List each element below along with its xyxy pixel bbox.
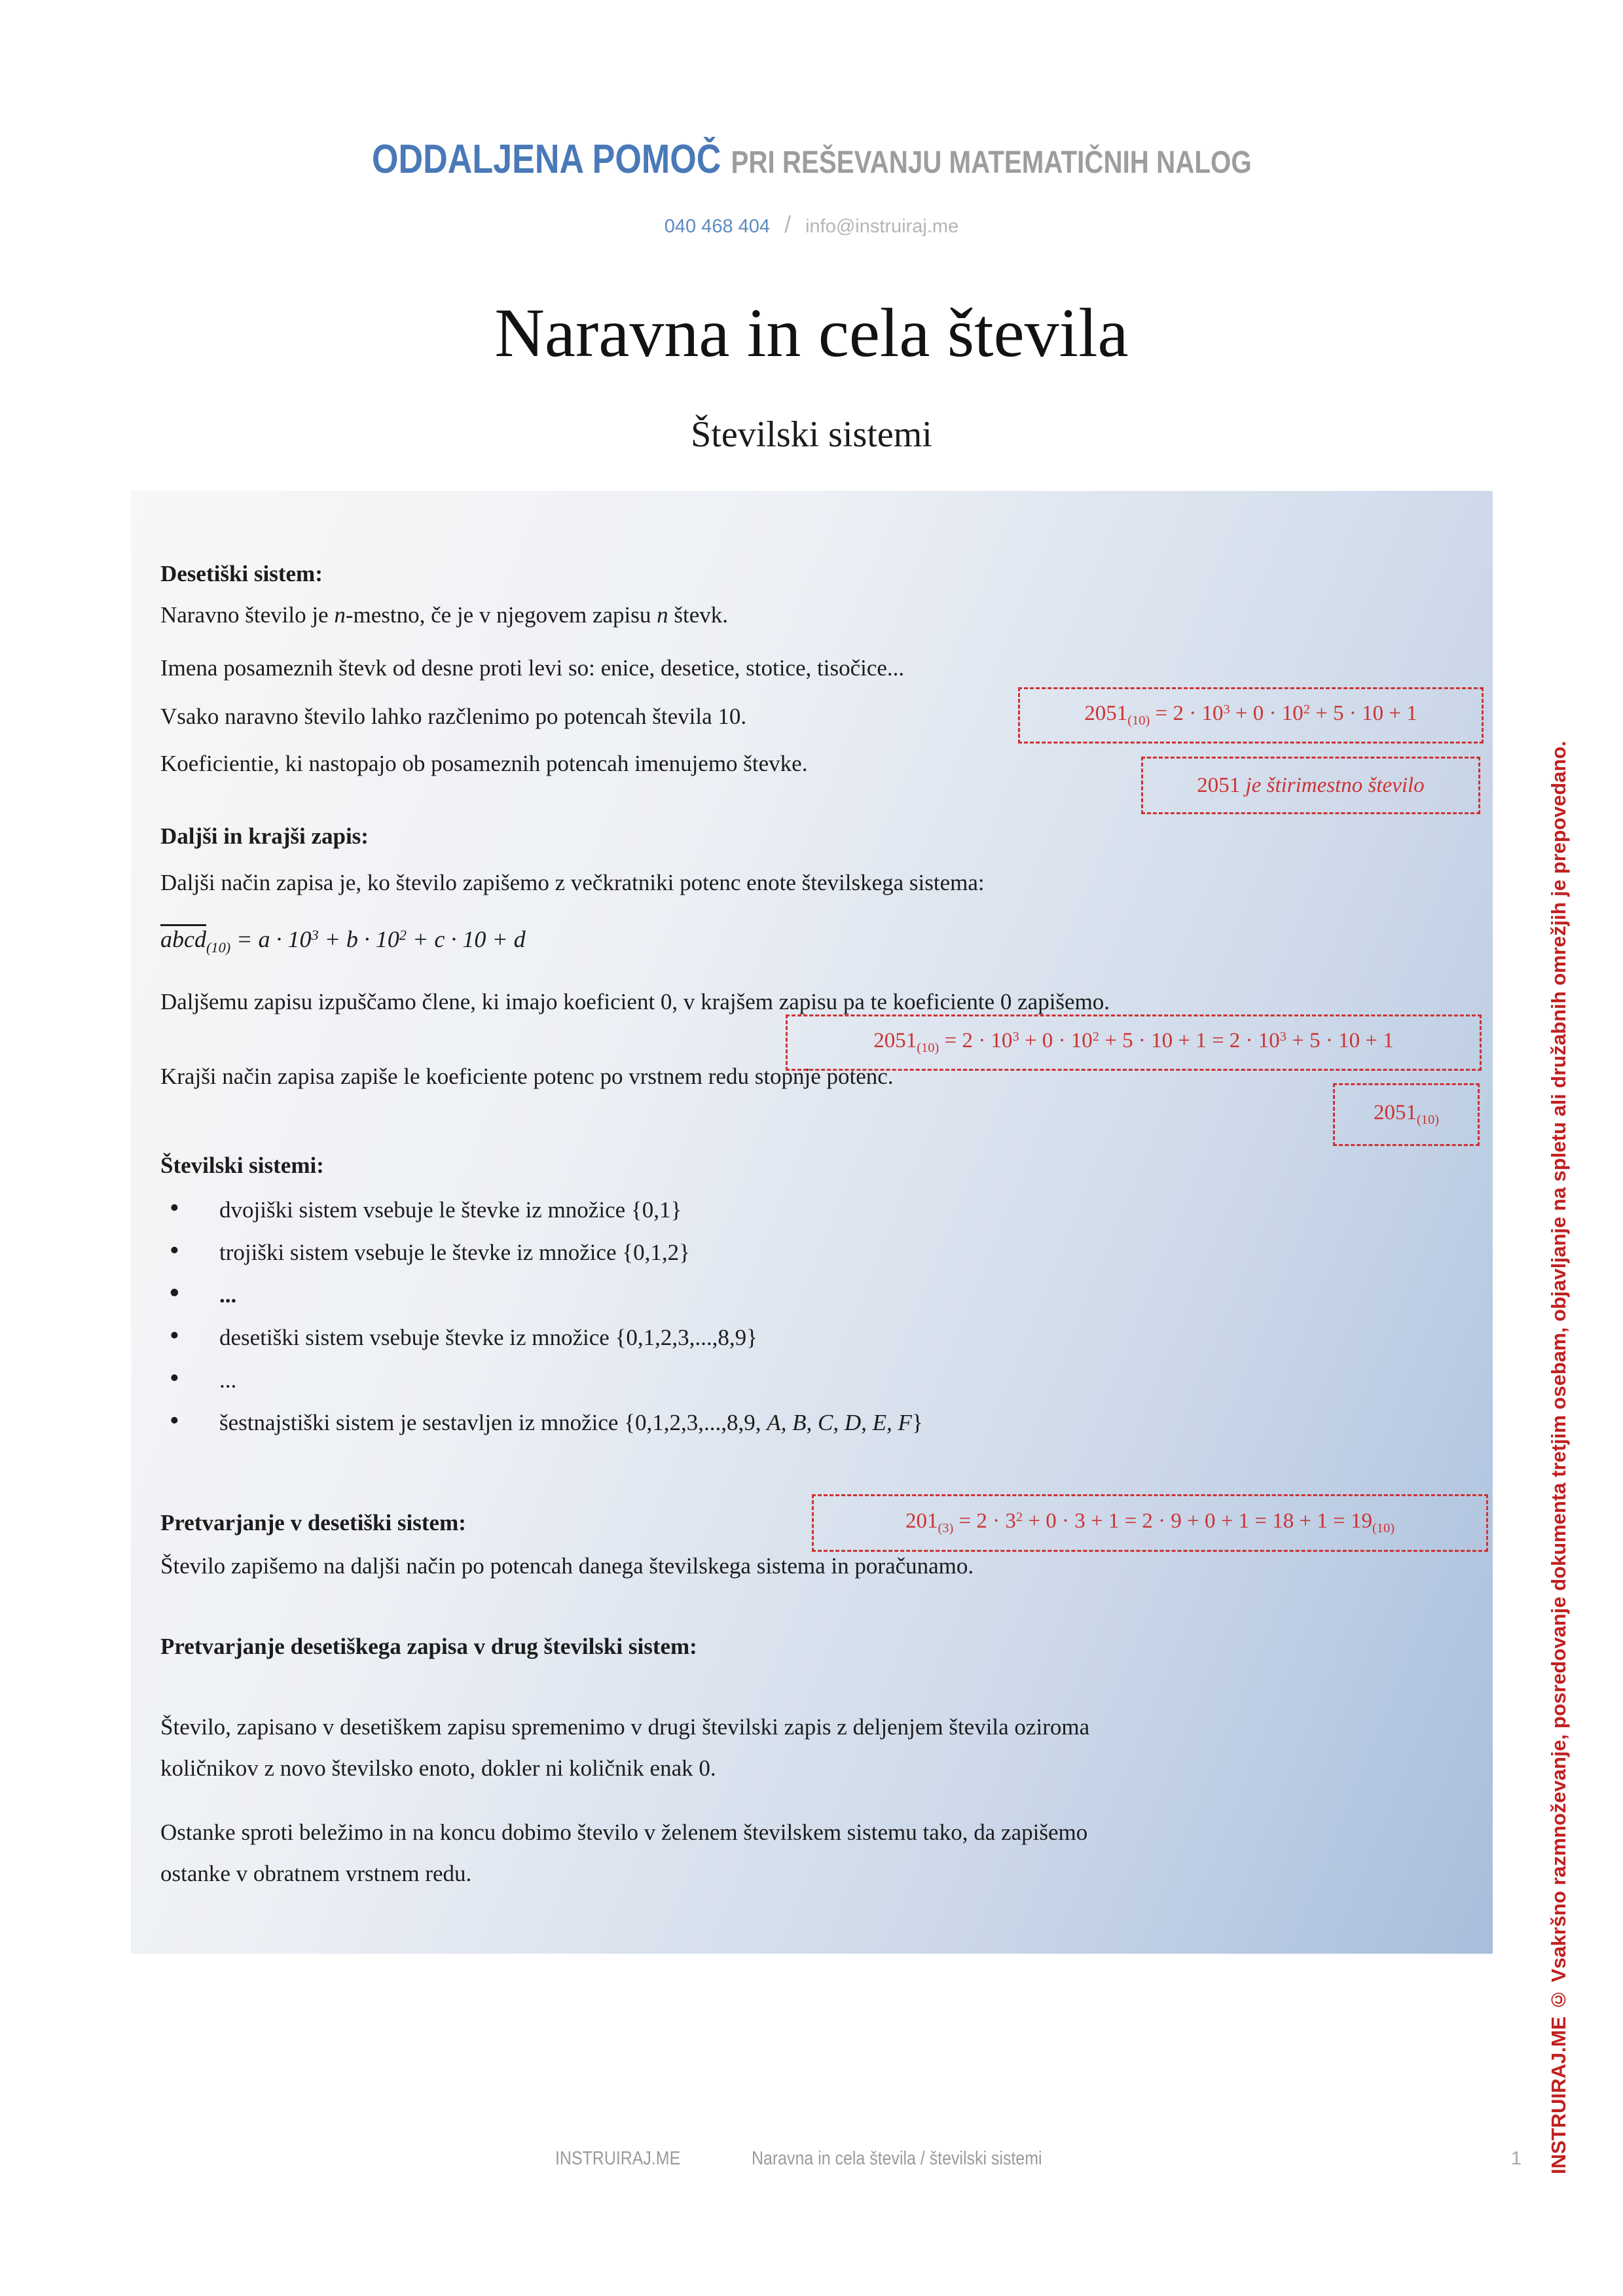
heading-decimal-system: Desetiški sistem: — [160, 561, 323, 586]
content-panel — [131, 491, 1493, 1954]
footer-site: INSTRUIRAJ.ME — [555, 2148, 681, 2169]
number-systems-list — [160, 1189, 1414, 1443]
paragraph-omit-zero-terms: Daljšemu zapisu izpuščamo člene, ki imajo koeficient 0, v krajšem zapisu pa te koeficiente 0 zapišemo. — [160, 988, 1110, 1014]
paragraph-remainders: Ostanke sproti beležimo in na koncu dobimo število v želenem številskem sistemu tako, da zapišemo ostanke v obratnem vrstnem redu. — [160, 1819, 1088, 1886]
formula-box-decomposition: $2051_{(10)} = 2 \cdot 10^3 + 0 \cdot 10^2 + 5 \cdot 10 + 1$ — [1018, 687, 1484, 744]
paragraph-short-notation: Krajši način zapisa zapiše le koeficiente potenc po vrstnem redu stopnje potenc. — [160, 1063, 894, 1089]
footer-page-number: 1 — [1511, 2148, 1522, 2169]
formula-box-base3-conversion: $201_{(3)} = 2 \cdot 3^2 + 0 \cdot 3 + 1 = 2 \cdot 9 + 0 + 1 = 18 + 1 = 19_{(10)}$ — [812, 1494, 1488, 1552]
formula-abcd-expansion: abcd$_{(10)}$ = $a \cdot 10^3 + b \cdot 10^2 + c \cdot 10 + d$ — [160, 926, 526, 956]
page-title: Naravna in cela števila — [494, 295, 1129, 371]
header — [0, 136, 1623, 183]
math-var-n: n — [657, 602, 668, 628]
contact-line — [0, 211, 1623, 238]
list-item-ternary: • trojiški sistem vsebuje le števke iz množice {0,1,2} — [160, 1232, 1414, 1273]
paragraph-division-method: Število, zapisano v desetiškem zapisu spremenimo v drugi številski zapis z deljenjem števila oziroma količnikov z novo številsko enoto, dokler ni količnik enak 0. — [160, 1713, 1090, 1781]
paragraph-n-digit: Naravno število je n-mestno, če je v njegovem zapisu n števk. — [160, 602, 729, 628]
list-item-ellipsis: • ... — [160, 1359, 1414, 1401]
list-item-ellipsis: • ... — [160, 1274, 1414, 1316]
email-address: info@instruiraj.me — [805, 216, 959, 237]
list-item-hexadecimal: • šestnajstiški sistem je sestavljen iz množice {0,1,2,3,...,8,9, A, B, C, D, E, F} — [160, 1402, 1414, 1443]
page-footer — [0, 2148, 1623, 2174]
paragraph-powers-of-ten: Vsako naravno število lahko razčlenimo po potencah števila 10. — [160, 704, 747, 729]
paragraph-long-notation: Daljši način zapisa je, ko število zapišemo z večkratniki potenc enote številskega sistema: — [160, 870, 985, 895]
heading-number-systems: Številski sistemi: — [160, 1152, 324, 1178]
math-var-n: n — [334, 602, 346, 628]
list-item-decimal: • desetiški sistem vsebuje števke iz množice {0,1,2,3,...,8,9} — [160, 1317, 1414, 1358]
heading-long-short-notation: Daljši in krajši zapis: — [160, 823, 369, 849]
brand-tagline: PRI REŠEVANJU MATEMATIČNIH NALOG — [731, 145, 1252, 180]
phone-number: 040 468 404 — [664, 216, 771, 237]
paragraph-coefficients: Koeficientie, ki nastopajo ob posameznih potencah imenujemo števke. — [160, 751, 808, 776]
contact-separator: / — [784, 211, 792, 238]
formula-box-short-notation: $2051_{(10)}$ — [1333, 1083, 1480, 1146]
list-item-binary: • dvojiški sistem vsebuje le števke iz množice {0,1} — [160, 1189, 1414, 1230]
footer-document-title: Naravna in cela števila / številski sistemi — [752, 2148, 1042, 2169]
page-subtitle: Številski sistemi — [691, 414, 932, 455]
paragraph-to-decimal: Število zapišemo na daljši način po potencah danega številskega sistema in poračunamo. — [160, 1552, 974, 1579]
paragraph-digit-names: Imena posameznih števk od desne proti levi so: enice, desetice, stotice, tisočice... — [160, 655, 905, 681]
formula-box-four-digit-note: 2051 je štirimestno število — [1141, 757, 1480, 814]
heading-from-decimal: Pretvarjanje desetiškega zapisa v drug številski sistem: — [160, 1633, 697, 1659]
brand-logo: ODDALJENA POMOČ — [371, 137, 721, 182]
math-hex-letters: A, B, C, D, E, F — [767, 1409, 912, 1435]
formula-box-long-short: $2051_{(10)} = 2 \cdot 10^3 + 0 \cdot 10^2 + 5 \cdot 10 + 1 = 2 \cdot 10^3 + 5 \cdot 10 + 1$ — [786, 1014, 1482, 1071]
copyright-watermark: INSTRUIRAJ.ME © Vsakršno razmnoževanje, posredovanje dokumenta tretjim osebam, objavljanje na spletu ali družabnih omrežjih je prepovedano. — [1547, 740, 1570, 2174]
heading-to-decimal: Pretvarjanje v desetiški sistem: — [160, 1509, 466, 1535]
